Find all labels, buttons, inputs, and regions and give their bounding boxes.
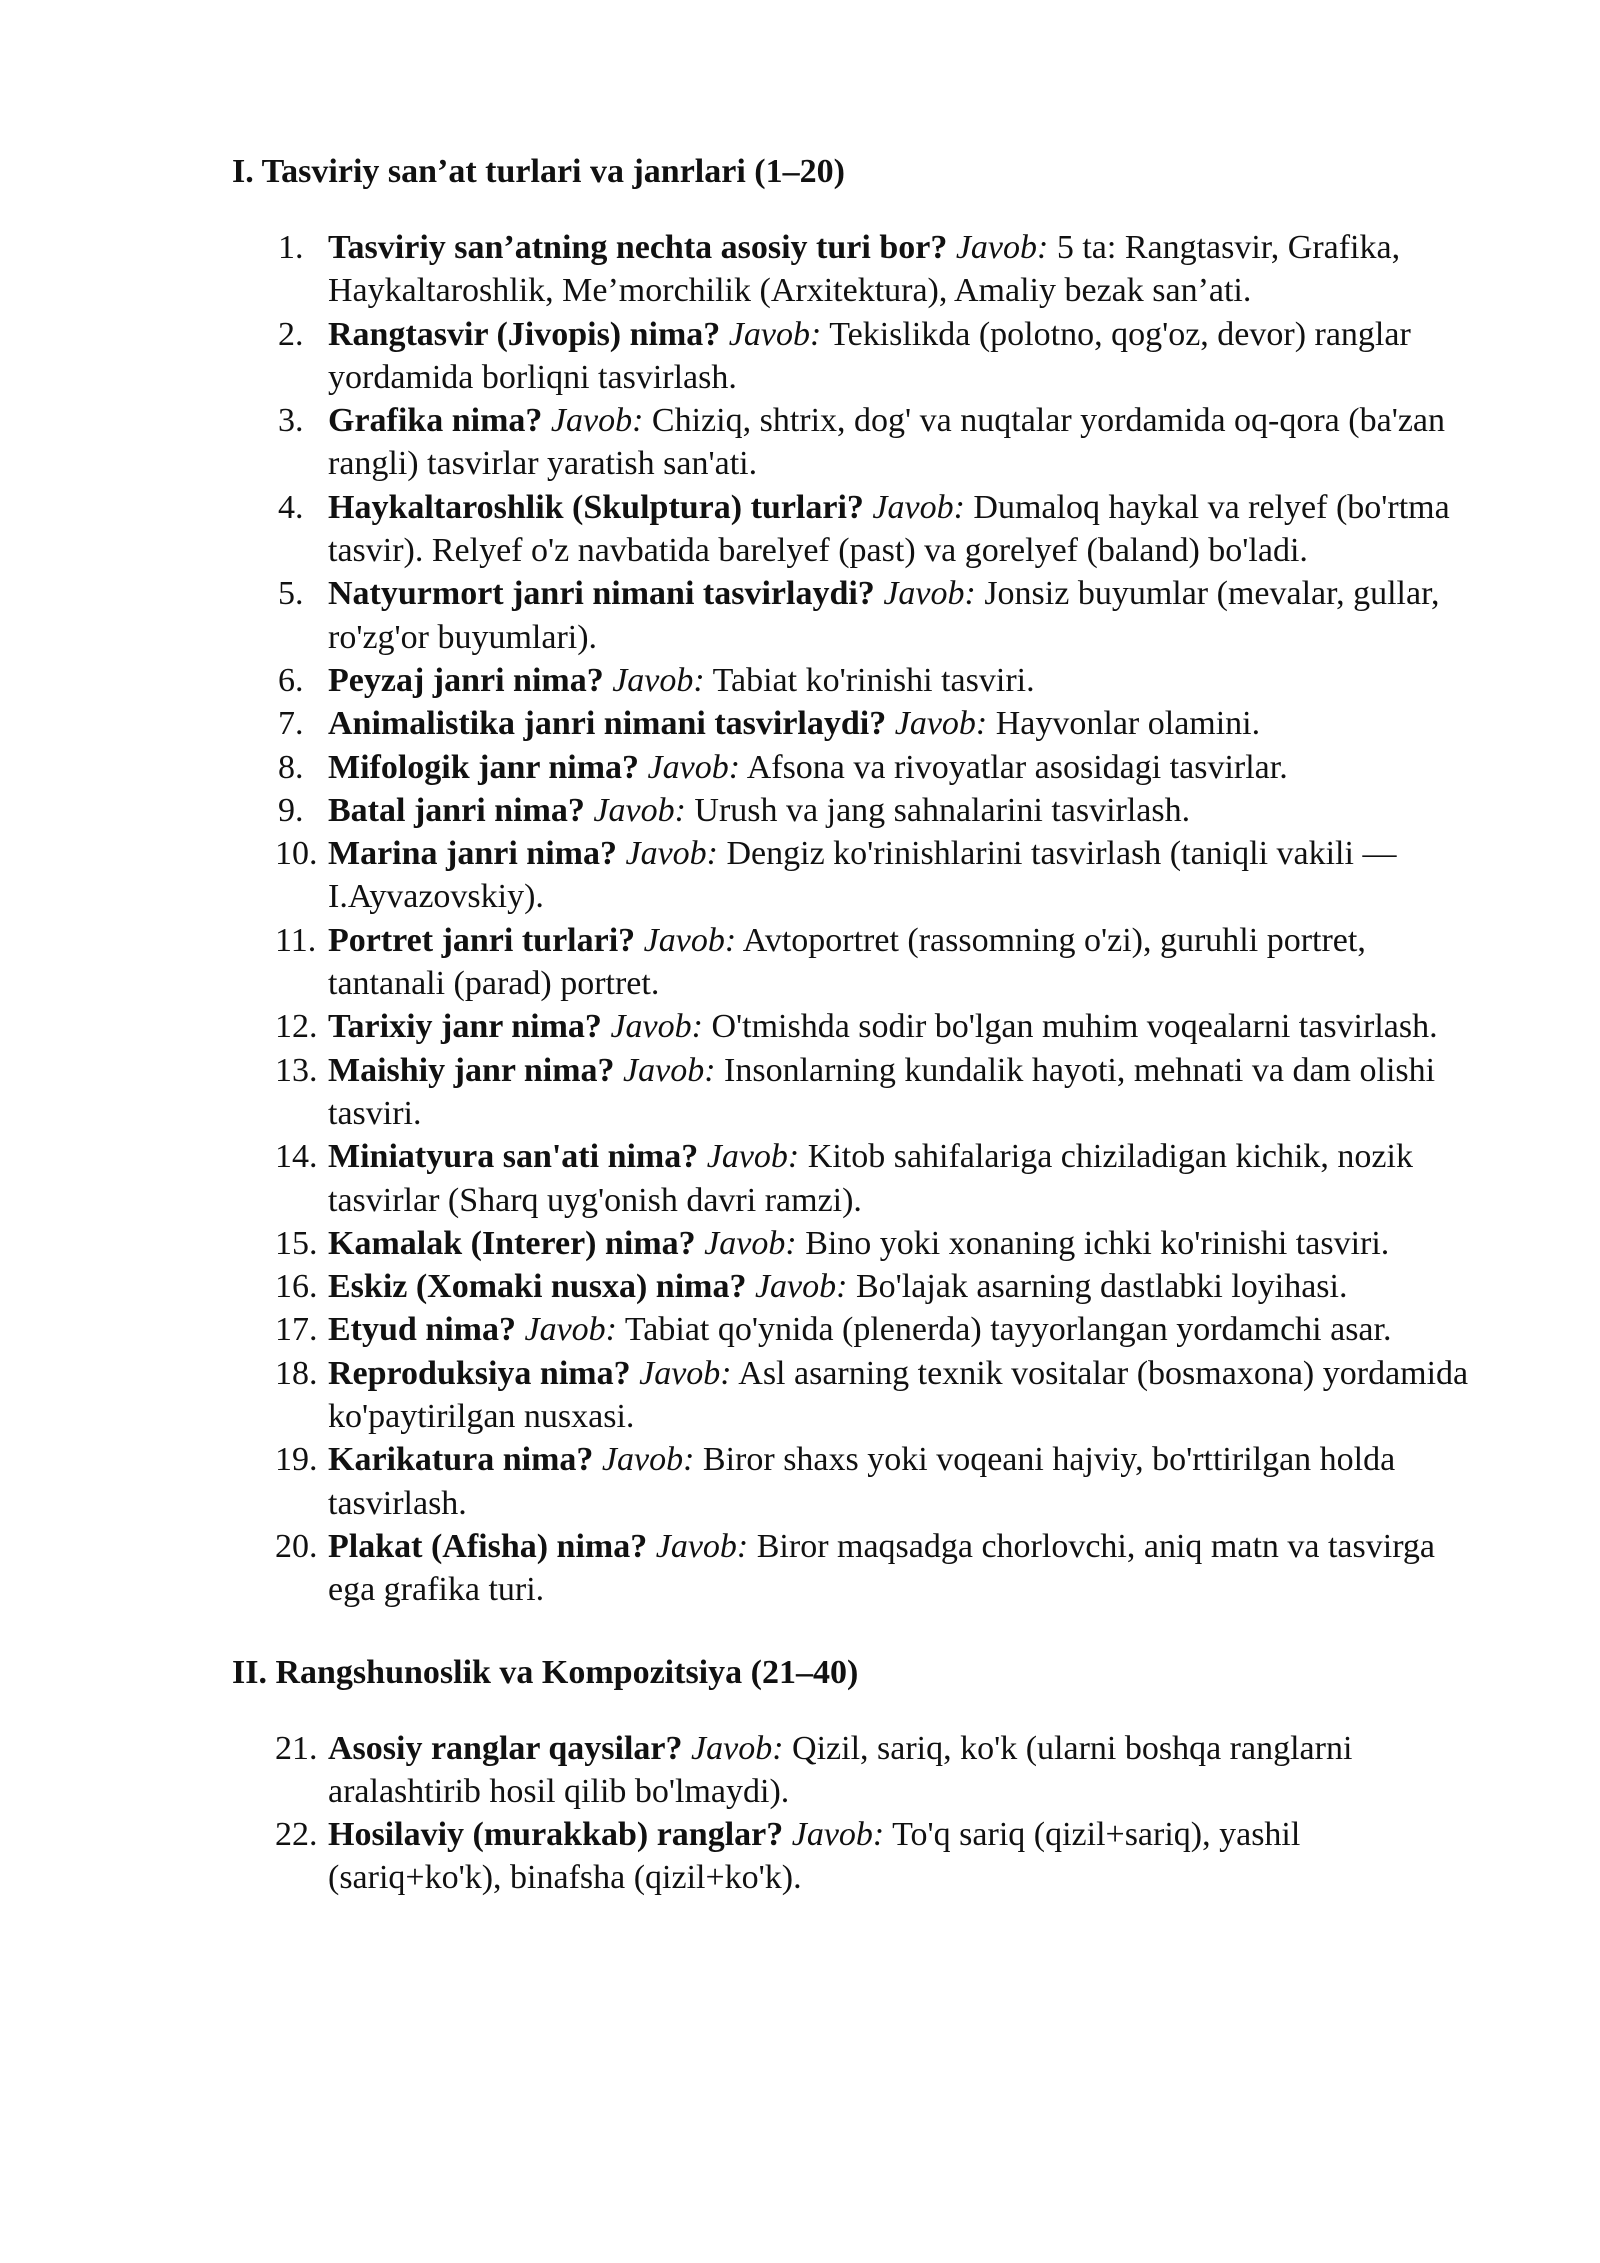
answer-text: Asl asarning texnik vositalar (bosmaxona) yordamida ko'paytirilgan nusxasi. [328, 1354, 1469, 1436]
list-item [232, 1049, 1480, 1136]
question-text: Animalistika janri nimani tasvirlaydi? [328, 705, 887, 743]
answer-text: To'q sariq (qizil+sariq), yashil (sariq+ko'k), binafsha (qizil+ko'k). [328, 1816, 1301, 1897]
question-text: Hosilaviy (murakkab) ranglar? [328, 1816, 784, 1854]
list-item [232, 1813, 1480, 1900]
item-number: 11. [275, 921, 317, 959]
answer-label: Javob: [593, 791, 686, 829]
list-item [232, 1352, 1480, 1439]
list-item [232, 313, 1480, 400]
list-item [232, 789, 1480, 832]
list-item [232, 572, 1480, 659]
answer-text: Dumaloq haykal va relyef (bo'rtma tasvir). Relyef o'z navbatida barelyef (past) va gorelyef (baland) bo'ladi. [328, 488, 1450, 570]
question-text: Etyud nima? [328, 1311, 516, 1349]
list-item [232, 1727, 1480, 1814]
answer-label: Javob: [754, 1268, 848, 1306]
answer-label: Javob: [691, 1729, 784, 1767]
question-text: Grafika nima? [328, 402, 543, 440]
item-number: 4. [278, 488, 304, 526]
answer-text: Qizil, sariq, ko'k (ularni boshqa ranglarni aralashtirib hosil qilib bo'lmaydi). [328, 1729, 1353, 1810]
answer-text: Urush va jang sahnalarini tasvirlash. [694, 791, 1191, 829]
section-1 [232, 150, 1480, 1612]
answer-text: Hayvonlar olamini. [995, 705, 1261, 743]
question-text: Karikatura nima? [328, 1441, 594, 1479]
answer-text: Dengiz ko'rinishlarini tasvirlash (taniqli vakili — I.Ayvazovskiy). [328, 835, 1397, 916]
answer-text: Jonsiz buyumlar (mevalar, gullar, ro'zg'or buyumlari). [328, 575, 1440, 656]
answer-text: Tekislikda (polotno, qog'oz, devor) ranglar yordamida borliqni tasvirlash. [328, 315, 1411, 396]
question-text: Miniatyura san'ati nima? [328, 1138, 699, 1176]
section-heading: I. Tasviriy san’at turlari va janrlari (1–20) [232, 153, 845, 190]
item-number: 7. [278, 705, 304, 743]
answer-label: Javob: [610, 1008, 703, 1046]
answer-label: Javob: [647, 748, 741, 786]
item-number: 12. [275, 1008, 318, 1046]
question-text: Portret janri turlari? [328, 921, 636, 959]
answer-label: Javob: [894, 705, 988, 743]
question-text: Haykaltaroshlik (Skulptura) turlari? [328, 488, 864, 526]
list-item [232, 1222, 1480, 1265]
question-text: Marina janri nima? [328, 835, 617, 873]
item-number: 9. [278, 791, 304, 829]
question-text: Eskiz (Xomaki nusxa) nima? [328, 1268, 747, 1306]
item-number: 16. [275, 1268, 318, 1306]
list-item [232, 832, 1480, 919]
answer-text: Tabiat ko'rinishi tasviri. [712, 661, 1035, 699]
list-item [232, 659, 1480, 702]
question-text: Reproduksiya nima? [328, 1354, 631, 1392]
item-number: 2. [278, 315, 304, 353]
question-text: Mifologik janr nima? [328, 748, 640, 786]
list-item [232, 746, 1480, 789]
answer-text: Chiziq, shtrix, dog' va nuqtalar yordamida oq-qora (ba'zan rangli) tasvirlar yaratish san'ati. [328, 402, 1445, 483]
answer-text: Avtoportret (rassomning o'zi), guruhli portret, tantanali (parad) portret. [328, 921, 1366, 1003]
question-list [232, 226, 1480, 1612]
item-number: 19. [275, 1441, 318, 1479]
list-item [232, 1438, 1480, 1525]
item-number: 8. [278, 748, 304, 786]
answer-label: Javob: [704, 1224, 797, 1262]
question-text: Tasviriy san’atning nechta asosiy turi bor? [328, 229, 948, 266]
item-number: 21. [275, 1729, 318, 1767]
list-item [232, 1525, 1480, 1612]
item-number: 18. [275, 1354, 318, 1392]
list-item [232, 1135, 1480, 1222]
answer-text: Bo'lajak asarning dastlabki loyihasi. [855, 1268, 1348, 1306]
answer-label: Javob: [883, 575, 976, 613]
list-item [232, 1265, 1480, 1308]
question-text: Peyzaj janri nima? [328, 661, 604, 699]
question-text: Natyurmort janri nimani tasvirlaydi? [328, 575, 875, 613]
answer-label: Javob: [706, 1138, 800, 1176]
answer-text: Biror maqsadga chorlovchi, aniq matn va tasvirga ega grafika turi. [328, 1527, 1435, 1609]
answer-text: O'tmishda sodir bo'lgan muhim voqealarni tasvirlash. [711, 1008, 1438, 1046]
list-item [232, 1005, 1480, 1048]
item-number: 10. [275, 835, 318, 873]
question-text: Batal janri nima? [328, 791, 585, 829]
question-list [232, 1727, 1480, 1900]
section-2 [232, 1651, 1480, 1900]
item-number: 22. [275, 1816, 318, 1854]
list-item [232, 399, 1480, 486]
item-number: 6. [278, 661, 304, 699]
item-number: 15. [275, 1224, 318, 1262]
question-text: Tarixiy janr nima? [328, 1008, 602, 1046]
answer-text: 5 ta: Rangtasvir, Grafika, Haykaltaroshlik, Me’morchilik (Arxitektura), Amaliy bezak san’ati. [328, 229, 1401, 310]
answer-label: Javob: [612, 661, 705, 699]
question-text: Kamalak (Interer) nima? [328, 1224, 696, 1262]
answer-label: Javob: [550, 402, 644, 440]
item-number: 14. [275, 1138, 318, 1176]
list-item [232, 1308, 1480, 1351]
section-heading: II. Rangshunoslik va Kompozitsiya (21–40) [232, 1653, 859, 1691]
answer-text: Tabiat qo'ynida (plenerda) tayyorlangan yordamchi asar. [624, 1311, 1392, 1349]
answer-label: Javob: [639, 1354, 732, 1392]
question-text: Maishiy janr nima? [328, 1051, 615, 1089]
list-item [232, 226, 1480, 313]
answer-label: Javob: [601, 1441, 695, 1479]
answer-label: Javob: [791, 1816, 885, 1854]
list-item [232, 486, 1480, 573]
item-number: 3. [278, 402, 304, 440]
list-item [232, 919, 1480, 1006]
answer-text: Kitob sahifalariga chiziladigan kichik, nozik tasvirlar (Sharq uyg'onish davri ramzi). [328, 1138, 1413, 1219]
answer-label: Javob: [655, 1527, 749, 1565]
answer-text: Afsona va rivoyatlar asosidagi tasvirlar. [746, 748, 1288, 786]
question-text: Plakat (Afisha) nima? [328, 1527, 648, 1565]
item-number: 13. [275, 1051, 318, 1089]
question-text: Asosiy ranglar qaysilar? [328, 1729, 683, 1767]
answer-text: Biror shaxs yoki voqeani hajviy, bo'rttirilgan holda tasvirlash. [328, 1441, 1396, 1522]
item-number: 1. [278, 229, 304, 266]
item-number: 17. [275, 1311, 318, 1349]
answer-label: Javob: [643, 921, 737, 959]
answer-label: Javob: [524, 1311, 618, 1349]
answer-label: Javob: [728, 315, 822, 353]
answer-label: Javob: [955, 229, 1049, 266]
answer-text: Bino yoki xonaning ichki ko'rinishi tasviri. [805, 1224, 1390, 1262]
item-number: 5. [278, 575, 304, 613]
question-text: Rangtasvir (Jivopis) nima? [328, 315, 721, 353]
item-number: 20. [275, 1527, 318, 1565]
answer-label: Javob: [625, 835, 718, 873]
answer-label: Javob: [872, 488, 965, 526]
answer-text: Insonlarning kundalik hayoti, mehnati va dam olishi tasviri. [328, 1051, 1436, 1132]
answer-label: Javob: [623, 1051, 716, 1089]
list-item [232, 702, 1480, 745]
